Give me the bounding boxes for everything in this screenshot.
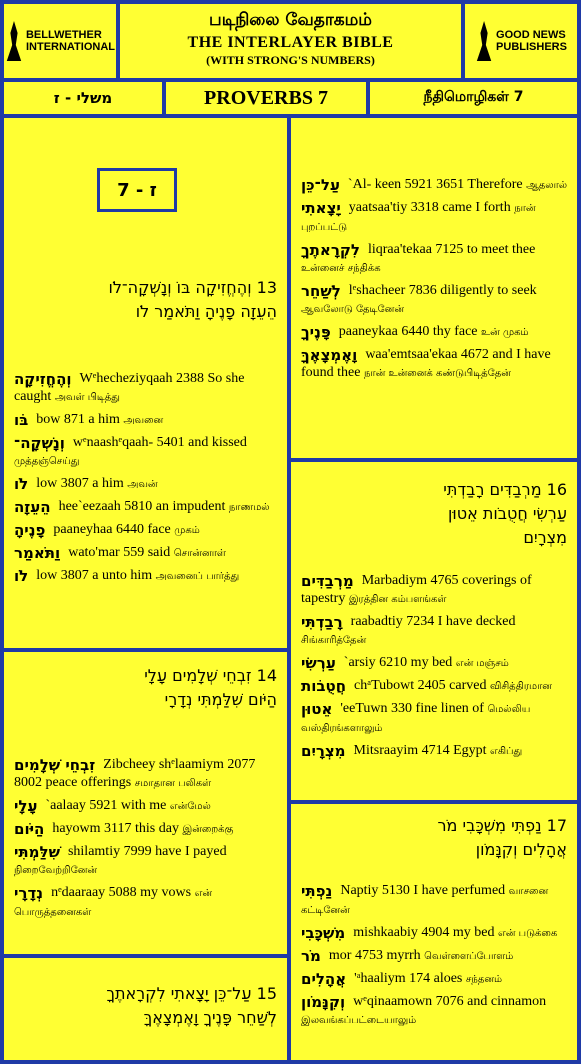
tamil-gloss: என்மேல் (169, 801, 211, 812)
translit-gloss: Naptiy 5130 I have perfumed (340, 883, 506, 898)
tamil-gloss: என் படுக்கை (497, 928, 558, 939)
hebrew-word: רָבַדְתִּי (301, 613, 343, 631)
hebrew-word: יָצָאתִי (301, 199, 341, 217)
translit-gloss: 'eeTuwn 330 fine linen of (340, 701, 484, 716)
tamil-gloss: அவனைப் பார்த்து (155, 571, 240, 582)
hebrew-word: הַיֹּום (14, 820, 45, 838)
hebrew-word: וְנָשְׁקָה־ (14, 434, 65, 452)
tamil-gloss: என் பொருத்தனைகள் (14, 888, 213, 918)
word-entry (14, 820, 279, 839)
hebrew-word: לִקְרָאתֶךָ (301, 241, 360, 259)
word-entry (14, 434, 279, 471)
tamil-gloss: அவள் பிடித்து (54, 392, 120, 403)
bellwether-logo (5, 21, 115, 61)
translit-gloss: `Al- keen 5921 3651 Therefore (347, 177, 523, 192)
verse-13-entries (14, 370, 279, 590)
tamil-gloss: மெல்லிய வஸ்திரங்களாலும் (301, 704, 531, 734)
logo-line: PUBLISHERS (496, 41, 567, 53)
translit-gloss: low 3807 a him (36, 476, 124, 491)
translit-gloss: chᵃTubowt 2405 carved (354, 678, 487, 693)
translit-gloss: liqraa'tekaa 7125 to meet thee (367, 242, 536, 257)
tamil-gloss: நான் உன்னைக் கண்டுபிடித்தேன் (363, 368, 511, 379)
translit-gloss: mishkaabiy 4904 my bed (353, 925, 495, 940)
translit-gloss: Marbadiym 4765 coverings of tapestry (301, 573, 532, 606)
word-entry (301, 572, 569, 609)
word-entry (301, 677, 569, 696)
goodnews-logo (475, 21, 567, 61)
hebrew-book-label: משלי - ז (4, 82, 162, 114)
tamil-gloss: விசித்திரமான (489, 681, 553, 692)
tamil-book-label: நீதிமொழிகள் 7 (370, 82, 577, 114)
verse-line: הֵעֵזָה פָנֶיהָ וַתֹּאמַר לֹו (135, 302, 277, 321)
tamil-gloss: நாணமல் (228, 502, 270, 513)
translit-gloss: lᵉshacheer 7836 diligently to seek (348, 283, 537, 298)
translit-gloss: Wᵉhecheziyqaah 2388 So she caught (14, 371, 245, 404)
goodnews-logo-box (465, 4, 577, 78)
translit-gloss: Zibcheey shᵉlaamiym 2077 8002 peace offerings (14, 757, 256, 790)
hebrew-word: עַל־כֵּן (301, 176, 340, 194)
translit-gloss: paaneykaa 6440 thy face (338, 324, 478, 339)
verse-15-panel (4, 958, 287, 1060)
verse-line: עַרְשִׂי חֲטֻבֹות אֵטוּן (447, 504, 567, 523)
word-entry (14, 567, 279, 586)
translit-gloss: hee`eezaah 5810 an impudent (58, 499, 226, 514)
word-entry (301, 199, 569, 237)
hebrew-word: עָלָי (14, 797, 38, 815)
title-tamil: படிநிலை வேதாகமம் (209, 10, 372, 30)
tamil-gloss: என் மஞ்சம் (455, 658, 509, 669)
word-entry (14, 411, 279, 430)
hebrew-word: בֹּו (14, 411, 29, 429)
verse-14-panel (4, 652, 287, 954)
translit-gloss: nᵉdaaraay 5088 my vows (51, 885, 192, 900)
translit-gloss: wᵉnaashᵉqaah- 5401 and kissed (72, 435, 247, 450)
verse-line: הַיֹּום שִׁלַּמְתִּי נְדָרָי (164, 690, 277, 709)
word-entry (14, 544, 279, 563)
hebrew-word: אֲהָלִים (301, 970, 347, 988)
word-entry (14, 521, 279, 540)
verse-16-text (301, 478, 567, 550)
tamil-gloss: முகம் (174, 525, 200, 536)
word-entry (301, 993, 569, 1030)
verse-17-text (301, 814, 567, 862)
translit-gloss: hayowm 3117 this day (52, 821, 179, 836)
hebrew-word: וָאֶמְצָאֶךָּ (301, 346, 358, 364)
tamil-gloss: நிறைவேற்றினேன் (14, 865, 98, 876)
hebrew-word: הֵעֵזָה (14, 498, 51, 516)
hebrew-word: לֹו (14, 475, 29, 493)
tamil-gloss: இரத்தின கம்பளங்கள் (348, 594, 447, 605)
chapter-box: 7 - ז (97, 168, 177, 212)
tamil-gloss: அவன் (127, 479, 158, 490)
tamil-gloss: உன் முகம் (481, 327, 529, 338)
tamil-gloss: சொன்னாள் (173, 548, 226, 559)
title-sub: (WITH STRONG'S NUMBERS) (206, 53, 375, 67)
verse-17-panel (291, 804, 577, 1060)
word-entry (301, 970, 569, 989)
logo-line: GOOD NEWS (496, 29, 566, 41)
word-entry (301, 742, 569, 761)
translit-gloss: wᵉqinaamown 7076 and cinnamon (353, 994, 547, 1009)
word-entry (301, 882, 569, 920)
tamil-gloss: எகிப்து (490, 746, 523, 757)
word-entry (14, 475, 279, 494)
verse-14-entries (14, 756, 279, 926)
word-entry (14, 797, 279, 816)
word-entry (14, 370, 279, 407)
word-entry (301, 241, 569, 278)
tamil-gloss: நான் புறப்பட்டு (301, 203, 536, 233)
verse-line: 14 זִבְחֵי שְׁלָמִים עָלָי (144, 666, 277, 685)
translit-gloss: raabadtiy 7234 I have decked (350, 614, 516, 629)
translit-gloss: `arsiy 6210 my bed (343, 655, 453, 670)
title-main: THE INTERLAYER BIBLE (187, 34, 394, 51)
hebrew-word: פָּנֶיךָ (301, 323, 331, 341)
hebrew-word: חֲטֻבֹות (301, 677, 347, 695)
tamil-gloss: சிங்காரித்தேன் (301, 635, 367, 646)
translit-gloss: Mitsraayim 4714 Egypt (353, 743, 487, 758)
word-entry (301, 176, 569, 195)
tamil-gloss: உன்னைச் சந்திக்க (301, 263, 381, 274)
verse-line: מִצְרָיִם (523, 528, 567, 547)
verse-15-entries-panel (291, 118, 577, 458)
hebrew-word: לְשַׁחֵר (301, 282, 341, 300)
book-chapter-title: PROVERBS 7 (166, 82, 366, 114)
translit-gloss: shilamtiy 7999 have I payed (67, 844, 227, 859)
verse-16-panel (291, 462, 577, 800)
hebrew-word: עַרְשִׂי (301, 654, 336, 672)
word-entry (301, 700, 569, 738)
translit-gloss: waa'emtsaa'ekaa 4672 and I have found thee (301, 347, 551, 380)
verse-line: 17 נַפְתִּי מִשְׁכָּבִי מֹר (437, 816, 567, 835)
translit-gloss: mor 4753 myrrh (328, 948, 421, 963)
title-box (120, 4, 461, 78)
hebrew-word: פָנֶיהָ (14, 521, 46, 539)
word-entry (14, 843, 279, 880)
hebrew-word: וְהֶחֱזִיקָה (14, 370, 72, 388)
verse-13-text (14, 276, 277, 324)
verse-line: לְשַׁחֵר פָּנֶיךָ וָאֶמְצָאֶךָּ (143, 1008, 277, 1027)
word-entry (301, 654, 569, 673)
hebrew-word: וַתֹּאמַר (14, 544, 61, 562)
hebrew-word: נַפְתִּי (301, 882, 333, 900)
verse-13-panel (4, 118, 287, 648)
hebrew-word: שִׁלַּמְתִּי (14, 843, 60, 861)
hebrew-word: מֹר (301, 947, 321, 965)
translit-gloss: wato'mar 559 said (68, 545, 171, 560)
verse-line: אֲהָלִים וְקִנָּמֹון (475, 840, 567, 859)
tamil-gloss: ஆவலோடு தேடினேன் (301, 304, 405, 315)
translit-gloss: paaneyhaa 6440 face (53, 522, 171, 537)
bellwether-logo-box (4, 4, 116, 78)
tamil-gloss: இன்றைக்கு (182, 824, 234, 835)
word-entry (301, 924, 569, 943)
verse-line: 16 מַרְבַדִּים רָבַדְתִּי (443, 480, 567, 499)
hebrew-word: מִשְׁכָּבִי (301, 924, 346, 942)
hebrew-word: וְקִנָּמֹון (301, 993, 346, 1011)
tamil-gloss: வெள்ளைப்போளம் (424, 951, 514, 962)
translit-gloss: `aalaay 5921 with me (45, 798, 167, 813)
translit-gloss: bow 871 a him (36, 412, 120, 427)
hebrew-word: זִבְחֵי שְׁלָמִים (14, 756, 96, 774)
verse-17-entries (301, 882, 569, 1034)
translit-gloss: low 3807 a unto him (36, 568, 153, 583)
verse-15-text (14, 982, 277, 1030)
tamil-gloss: அவனை (123, 415, 164, 426)
word-entry (301, 613, 569, 650)
translit-gloss: 'ᵃhaaliym 174 aloes (354, 971, 463, 986)
hebrew-word: מַרְבַדִּים (301, 572, 354, 590)
word-entry (14, 884, 279, 922)
hebrew-word: מִצְרָיִם (301, 742, 346, 760)
verse-line: 13 וְהֶחֱזִיקָה בּוֹ וְנָשְׁקָה־לֹו (108, 278, 277, 297)
translit-gloss: yaatsaa'tiy 3318 came I forth (348, 200, 511, 215)
hebrew-word: לֹו (14, 567, 29, 585)
verse-16-entries (301, 572, 569, 765)
verse-14-text (14, 664, 277, 712)
word-entry (14, 498, 279, 517)
word-entry (301, 282, 569, 319)
tamil-gloss: சந்தனம் (465, 974, 503, 985)
verse-line: 15 עַל־כֵּן יָצָאתִי לִקְרָאתֶךָ (106, 984, 277, 1003)
figure-logo-icon (5, 21, 23, 61)
tamil-gloss: வாசனை கட்டினேன் (301, 886, 549, 916)
hebrew-word: נְדָרָי (14, 884, 44, 902)
logo-line: INTERNATIONAL (25, 41, 115, 53)
tamil-gloss: சமாதான பலிகள் (134, 778, 212, 789)
word-entry (301, 346, 569, 383)
logo-line: BELLWETHER (25, 29, 102, 41)
word-entry (14, 756, 279, 793)
tamil-gloss: முத்தஞ்செய்து (14, 456, 80, 467)
tamil-gloss: இலவங்கப்பட்டையாலும் (301, 1015, 417, 1026)
tamil-gloss: ஆதலால் (526, 180, 568, 191)
word-entry (301, 947, 569, 966)
verse-15-entries (301, 176, 569, 387)
figure-logo-icon (475, 21, 493, 61)
hebrew-word: אֵטוּן (301, 700, 333, 718)
word-entry (301, 323, 569, 342)
